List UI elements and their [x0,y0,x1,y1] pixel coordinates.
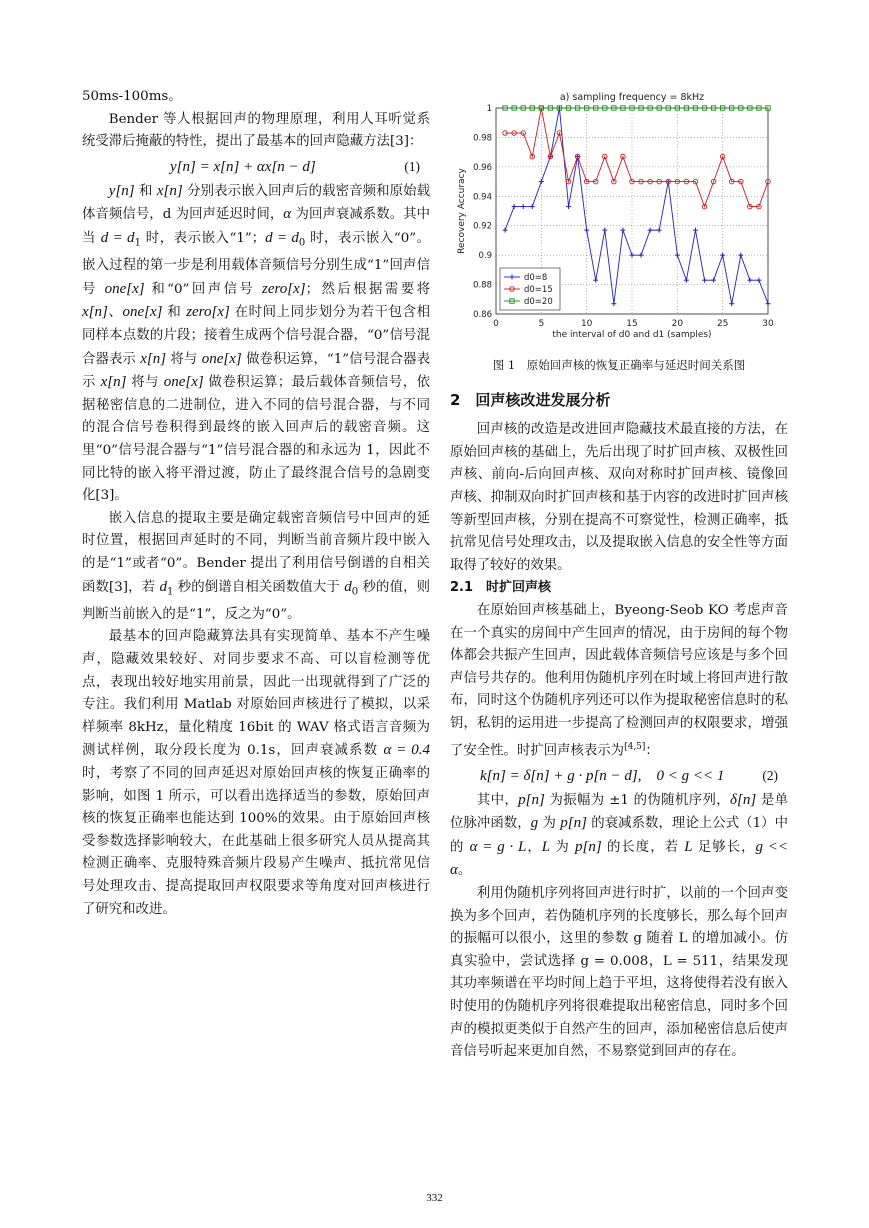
section-heading: 2 回声核改进发展分析 [450,390,611,409]
paragraph: 在原始回声核基础上，Byeong-Seob KO 考虑声音在一个真实的房间中产生回声的情况，由于房间的每个物体都会共振产生回声，因此载体音频信号应该是与多个回声信号共存的。他利用伪随机序列在时域上将回声进行散布，同时这个伪随机序列还可以作为提取秘密信息时的私钥，私钥的运用进一步提高了检测回声的权限要求，增强了安全性。时扩回声核表示为[4,5]： [450,602,788,758]
y-tick-label: 1 [486,104,492,114]
x-tick-label: 0 [493,319,499,329]
x-tick-label: 30 [762,319,774,329]
paragraph: Bender 等人根据回声的物理原理，利用人耳听觉系统受滞后掩蔽的特性，提出了最基本的回声隐藏方法[3]： [82,111,430,150]
y-tick-label: 0.98 [473,133,492,144]
y-tick-label: 0.9 [478,251,492,262]
equation-body: y[n] = x[n] + αx[n − d] [170,158,316,175]
equation-2 [450,763,788,789]
paragraph: 回声核的改造是改进回声隐藏技术最直接的方法，在原始回声核的基础上，先后出现了时扩回声核、双极性回声核、前向-后向回声核、双向对称时扩回声核、镜像回声核、抑制双向时扩回声核和基于内容的改进时扩回声核等新型回声核，分别在提高不可察觉性，检测正确率，抵抗常见信号处理攻击，以及提取嵌入信息的安全性等方面取得了较好的效果。 [450,422,788,573]
equation-number: (1) [404,158,420,174]
chart-title: a) sampling frequency = 8kHz [559,92,705,103]
y-tick-label: 0.86 [473,310,492,320]
paragraph: 其中，p[n] 为振幅为 ±1 的伪随机序列，δ[n] 是单位脉冲函数，g 为 p[n] 的衰减系数，理论上公式（1）中的 α = g · L，L 为 p[n] 的长度，若 L 足够长，g << α。 [450,791,789,879]
y-tick-label: 0.94 [473,192,492,203]
paragraph: 50ms-100ms。 [82,89,182,104]
equation-body: k[n] = δ[n] + g · p[n − d], 0 < g << 1 [480,767,725,784]
equation-1 [82,154,430,180]
equation-number: (2) [762,767,778,783]
x-axis-label: the interval of d0 and d1 (samples) [552,330,712,340]
page-number: 332 [426,1192,443,1204]
legend-label: d0=15 [524,285,553,295]
y-axis-label: Recovery Accuracy [457,168,467,254]
right-column [450,86,788,1064]
y-tick-label: 0.96 [473,162,492,173]
paragraph: y[n] 和 x[n] 分别表示嵌入回声后的载密音频和原始载体音频信号，d 为回声延迟时间，α 为回声衰减系数。其中当 $d = d_1$ 时，表示嵌入“1”；$d = d_0$ 时，表示嵌入“0”。嵌入过程的第一步是利用载体音频信号分别生成“1”回声信号 one[x] 和“0”回声信号 zero[x]；然后根据需要将 x[n]、one[x] 和 zero[x] 在时间上同步划分为若干包含相同样本点数的片段；接着生成两个信号混合器，“0”信号混合器表示 x[n] 将与 one[x] 做卷积运算，“1”信号混合器表示 x[n] 将与 one[x] 做卷积运算；最后载体音频信号，依据秘密信息的二进制位，进入不同的信号混合器，与不同的混合信号卷积得到最终的嵌入回声后的载密音频。这里“0”信号混合器与“1”信号混合器的和永远为 1，因此不同比特的嵌入将平滑过渡，防止了最终混合信号的急剧变化[3]。 [82,182,431,504]
paragraph: 最基本的回声隐藏算法具有实现简单、基本不产生噪声，隐藏效果较好、对同步要求不高、可以盲检测等优点，表现出较好地实用前景，因此一出现就得到了广泛的专注。我们利用 Matlab 对原始回声核进行了模拟，以采样频率 8kHz，量化精度 16bit 的 WAV 格式语言音频为测试样例，取分段长度为 0.1s，回声衰减系数 α = 0.4 时，考察了不同的回声延迟对原始回声核的恢复正确率的影响，如图 1 所示，可以看出选择适当的参数，原始回声核的恢复正确率也能达到 100%的效果。由于原始回声核受参数选择影响较大，在此基础上很多研究人员从提高其检测正确率、克服特殊音频片段易产生噪声、抵抗常见信号处理攻击、提高提取回声权限要求等角度对回声核进行了研究和改进。 [82,629,430,917]
paragraph: 利用伪随机序列将回声进行时扩，以前的一个回声变换为多个回声，若伪随机序列的长度够长，那么每个回声的振幅可以很小，这里的参数 g 随着 L 的增加减小。仿真实验中，尝试选择 g = 0.008，L = 511，结果发现其功率频谱在平均时间上趋于平坦，这将使得若没有嵌入时使用的伪随机序列将很难提取出秘密信息，同时多个回声的模拟更类似于自然产生的回声，添加秘密信息后使声音信号听起来更加自然，不易察觉到回声的存在。 [450,885,788,1060]
x-tick-label: 25 [716,319,729,329]
line-chart [450,86,788,348]
paragraph: 嵌入信息的提取主要是确定载密音频信号中回声的延时位置，根据回声延时的不同，判断当前音频片段中嵌入的是“1”或者“0”。Bender 提出了利用信号倒谱的自相关函数[3]，若 $d_1$ 秒的倒谱自相关函数值大于 $d_0$ 秒的值，则判断当前嵌入的是“1”，反之为“0”。 [82,510,430,622]
x-tick-label: 10 [580,319,593,329]
y-tick-label: 0.88 [473,280,492,291]
y-tick-label: 0.92 [473,221,492,232]
legend-label: d0=20 [524,297,553,307]
x-tick-label: 15 [626,319,638,329]
x-tick-label: 20 [671,319,684,329]
subsection-heading: 2.1 时扩回声核 [450,580,552,596]
figure-caption: 图 1 原始回声核的恢复正确率与延迟时间关系图 [492,358,746,372]
legend-label: d0=8 [524,273,548,283]
figure-1-chart [450,86,788,348]
left-column [82,86,430,921]
x-tick-label: 5 [538,319,545,329]
